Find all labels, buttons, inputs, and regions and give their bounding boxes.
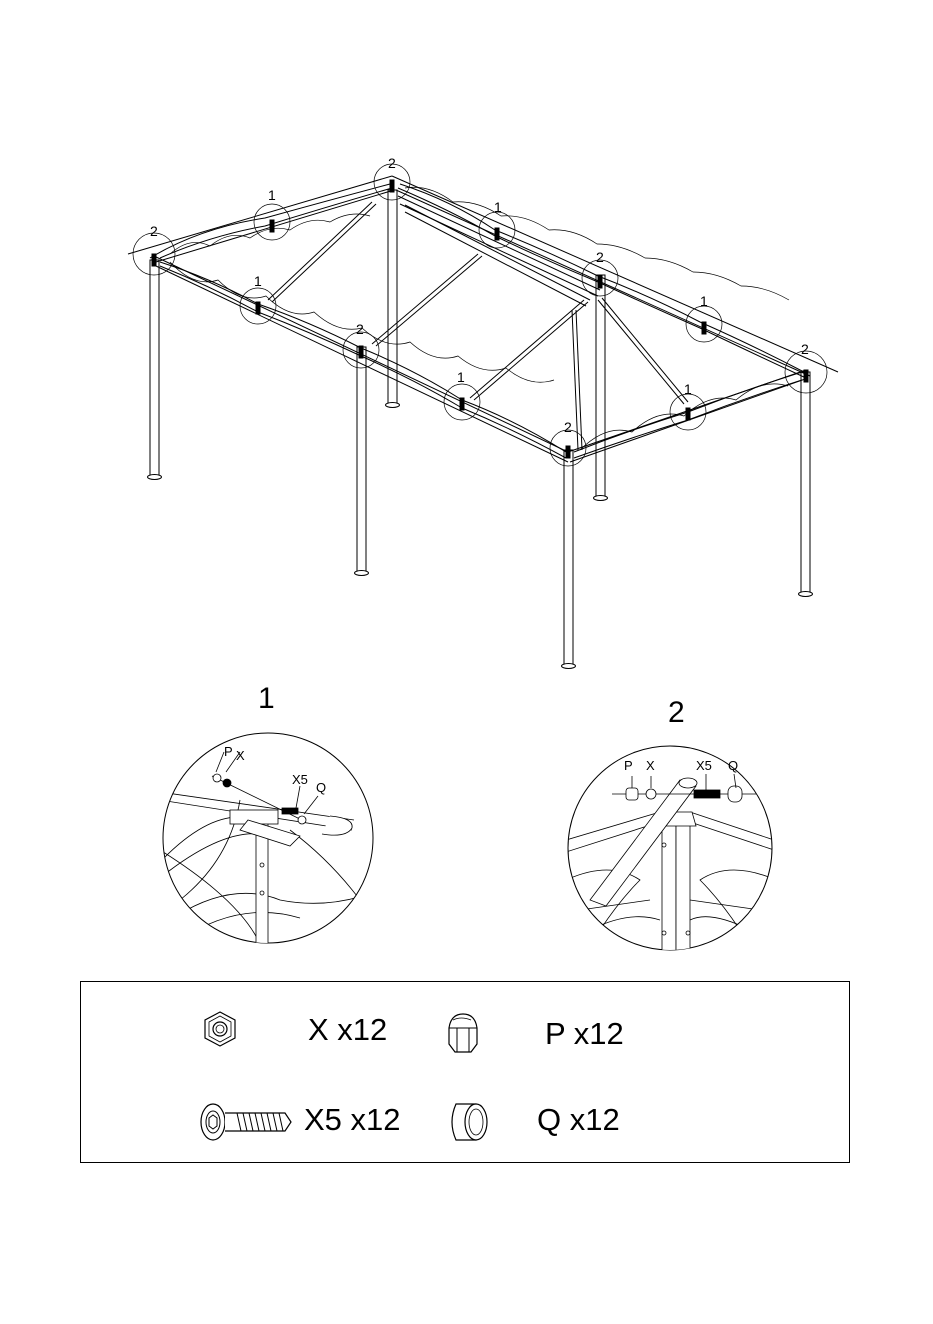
- joint-callouts: [133, 164, 827, 466]
- part-p-label: P x12: [545, 1016, 624, 1051]
- detail-1-title: 1: [258, 682, 275, 715]
- bolt-icon: [197, 1100, 297, 1144]
- leg-back-center: [388, 190, 397, 405]
- joint-brackets: [152, 180, 808, 458]
- leg-back-left: [150, 260, 159, 477]
- part-q-label: Q x12: [537, 1102, 620, 1137]
- roof-rafters: [268, 202, 688, 450]
- legs: [148, 190, 813, 669]
- end-cap-icon: [446, 1100, 492, 1144]
- detail-2-label-q: Q: [728, 758, 739, 773]
- callout-label: 2: [801, 341, 809, 357]
- leg-front-left: [357, 347, 366, 573]
- leg-front-center: [564, 450, 573, 666]
- detail-2-label-p: P: [624, 758, 633, 773]
- detail-1-label-x5: X5: [292, 772, 308, 787]
- callout-label: 2: [150, 223, 158, 239]
- part-x-label: X x12: [308, 1012, 388, 1047]
- callout-label: 1: [494, 199, 502, 215]
- callout-label: 1: [684, 381, 692, 397]
- detail-2-title: 2: [668, 696, 685, 729]
- leg-front-right: [801, 372, 810, 594]
- callout-numbers: [150, 155, 809, 435]
- callout-label: 2: [388, 155, 396, 171]
- callout-label: 1: [700, 293, 708, 309]
- callout-label: 2: [596, 249, 604, 265]
- hex-nut-icon: [202, 1010, 238, 1048]
- detail-1: [160, 682, 380, 948]
- detail-1-label-q: Q: [316, 780, 327, 795]
- callout-label: 1: [268, 187, 276, 203]
- parts-list: [80, 981, 850, 1163]
- callout-label: 1: [457, 369, 465, 385]
- callout-label: 2: [356, 321, 364, 337]
- part-x5-label: X5 x12: [304, 1102, 401, 1137]
- detail-2-label-x: X: [646, 758, 655, 773]
- detail-2-label-x5: X5: [696, 758, 712, 773]
- leg-back-right: [596, 275, 605, 498]
- detail-1-label-x: X: [236, 748, 245, 763]
- cap-nut-icon: [441, 1010, 485, 1056]
- detail-2: [566, 696, 780, 955]
- callout-label: 2: [564, 419, 572, 435]
- callout-label: 1: [254, 273, 262, 289]
- detail-1-label-p: P: [224, 744, 233, 759]
